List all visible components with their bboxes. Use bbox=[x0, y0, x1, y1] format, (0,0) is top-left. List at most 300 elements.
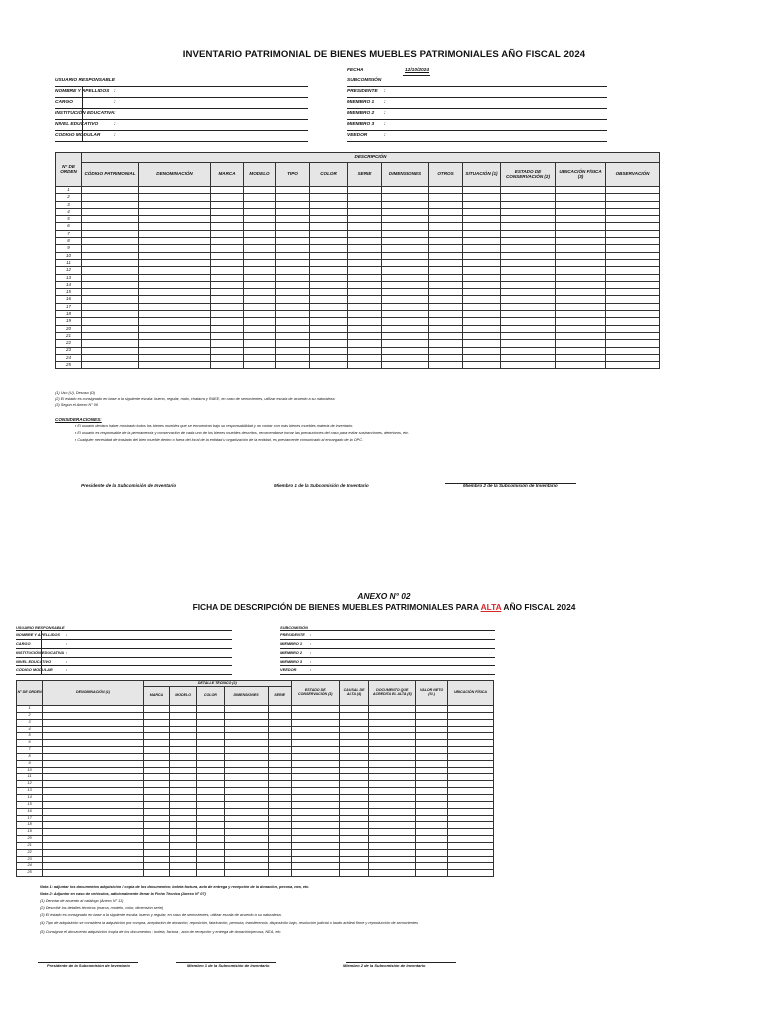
table-cell[interactable] bbox=[429, 201, 463, 208]
table-cell[interactable] bbox=[139, 354, 211, 361]
table-cell[interactable] bbox=[382, 318, 429, 325]
table-cell[interactable] bbox=[211, 216, 244, 223]
table-cell[interactable] bbox=[276, 187, 310, 194]
table-cell[interactable] bbox=[244, 208, 276, 215]
table-cell[interactable] bbox=[268, 753, 291, 760]
table-cell[interactable] bbox=[447, 733, 493, 740]
table-cell[interactable] bbox=[276, 318, 310, 325]
table-cell[interactable] bbox=[82, 281, 139, 288]
table-cell[interactable] bbox=[606, 259, 660, 266]
table-cell[interactable] bbox=[339, 774, 368, 781]
table-cell[interactable] bbox=[556, 216, 606, 223]
table-cell[interactable] bbox=[606, 223, 660, 230]
table-cell[interactable] bbox=[244, 354, 276, 361]
table-cell[interactable] bbox=[348, 230, 382, 237]
table-cell[interactable] bbox=[82, 201, 139, 208]
table-cell[interactable] bbox=[310, 245, 348, 252]
table-cell[interactable] bbox=[606, 347, 660, 354]
table-cell[interactable] bbox=[556, 354, 606, 361]
table-cell[interactable] bbox=[197, 849, 224, 856]
table-cell[interactable] bbox=[339, 733, 368, 740]
table-cell[interactable] bbox=[276, 223, 310, 230]
table-cell[interactable] bbox=[447, 760, 493, 767]
table-cell[interactable] bbox=[197, 767, 224, 774]
table-cell[interactable] bbox=[143, 726, 169, 733]
table-cell[interactable] bbox=[501, 340, 556, 347]
table-cell[interactable] bbox=[369, 726, 416, 733]
table-cell[interactable] bbox=[43, 719, 144, 726]
table-cell[interactable] bbox=[606, 303, 660, 310]
table-cell[interactable] bbox=[43, 788, 144, 795]
table-cell[interactable] bbox=[197, 870, 224, 877]
table-cell[interactable] bbox=[447, 801, 493, 808]
table-cell[interactable] bbox=[291, 815, 339, 822]
table-cell[interactable] bbox=[291, 801, 339, 808]
table-cell[interactable] bbox=[139, 238, 211, 245]
table-cell[interactable] bbox=[139, 296, 211, 303]
table-cell[interactable] bbox=[369, 808, 416, 815]
table-cell[interactable] bbox=[170, 733, 197, 740]
table-cell[interactable] bbox=[310, 223, 348, 230]
table-cell[interactable] bbox=[224, 753, 268, 760]
table-cell[interactable] bbox=[291, 733, 339, 740]
table-cell[interactable] bbox=[143, 788, 169, 795]
table-cell[interactable] bbox=[369, 870, 416, 877]
table-cell[interactable] bbox=[429, 187, 463, 194]
table-cell[interactable] bbox=[416, 719, 447, 726]
table-cell[interactable] bbox=[606, 216, 660, 223]
table-cell[interactable] bbox=[310, 354, 348, 361]
table-cell[interactable] bbox=[276, 296, 310, 303]
table-cell[interactable] bbox=[463, 362, 501, 369]
table-cell[interactable] bbox=[348, 238, 382, 245]
table-cell[interactable] bbox=[429, 216, 463, 223]
table-cell[interactable] bbox=[369, 774, 416, 781]
table-cell[interactable] bbox=[556, 267, 606, 274]
table-cell[interactable] bbox=[268, 822, 291, 829]
table-cell[interactable] bbox=[416, 856, 447, 863]
table-cell[interactable] bbox=[170, 808, 197, 815]
table-cell[interactable] bbox=[43, 774, 144, 781]
table-cell[interactable] bbox=[463, 347, 501, 354]
table-cell[interactable] bbox=[463, 208, 501, 215]
table-cell[interactable] bbox=[369, 836, 416, 843]
table-cell[interactable] bbox=[244, 274, 276, 281]
table-cell[interactable] bbox=[463, 332, 501, 339]
table-cell[interactable] bbox=[501, 362, 556, 369]
table-cell[interactable] bbox=[211, 230, 244, 237]
table-cell[interactable] bbox=[382, 347, 429, 354]
table-cell[interactable] bbox=[382, 208, 429, 215]
table-cell[interactable] bbox=[369, 801, 416, 808]
table-cell[interactable] bbox=[197, 856, 224, 863]
table-cell[interactable] bbox=[139, 332, 211, 339]
table-cell[interactable] bbox=[429, 340, 463, 347]
table-cell[interactable] bbox=[268, 740, 291, 747]
table-cell[interactable] bbox=[268, 801, 291, 808]
table-cell[interactable] bbox=[170, 760, 197, 767]
table-cell[interactable] bbox=[556, 223, 606, 230]
table-cell[interactable] bbox=[244, 238, 276, 245]
table-cell[interactable] bbox=[382, 201, 429, 208]
table-cell[interactable] bbox=[382, 325, 429, 332]
table-cell[interactable] bbox=[310, 259, 348, 266]
table-cell[interactable] bbox=[310, 230, 348, 237]
table-cell[interactable] bbox=[310, 216, 348, 223]
table-cell[interactable] bbox=[447, 794, 493, 801]
table-cell[interactable] bbox=[447, 808, 493, 815]
table-cell[interactable] bbox=[429, 311, 463, 318]
table-cell[interactable] bbox=[463, 325, 501, 332]
table-cell[interactable] bbox=[276, 303, 310, 310]
table-cell[interactable] bbox=[224, 767, 268, 774]
table-cell[interactable] bbox=[82, 296, 139, 303]
table-cell[interactable] bbox=[139, 347, 211, 354]
table-cell[interactable] bbox=[170, 836, 197, 843]
table-cell[interactable] bbox=[606, 325, 660, 332]
table-cell[interactable] bbox=[447, 788, 493, 795]
table-cell[interactable] bbox=[170, 788, 197, 795]
table-cell[interactable] bbox=[382, 362, 429, 369]
table-cell[interactable] bbox=[339, 760, 368, 767]
table-cell[interactable] bbox=[276, 274, 310, 281]
table-cell[interactable] bbox=[369, 863, 416, 870]
table-cell[interactable] bbox=[501, 208, 556, 215]
table-cell[interactable] bbox=[82, 187, 139, 194]
table-cell[interactable] bbox=[139, 230, 211, 237]
table-cell[interactable] bbox=[501, 332, 556, 339]
table-cell[interactable] bbox=[139, 281, 211, 288]
table-cell[interactable] bbox=[276, 230, 310, 237]
table-cell[interactable] bbox=[556, 347, 606, 354]
table-cell[interactable] bbox=[339, 801, 368, 808]
table-cell[interactable] bbox=[82, 318, 139, 325]
table-cell[interactable] bbox=[268, 794, 291, 801]
table-cell[interactable] bbox=[463, 223, 501, 230]
table-cell[interactable] bbox=[606, 296, 660, 303]
table-cell[interactable] bbox=[348, 311, 382, 318]
table-cell[interactable] bbox=[211, 347, 244, 354]
table-cell[interactable] bbox=[429, 252, 463, 259]
table-cell[interactable] bbox=[82, 362, 139, 369]
table-cell[interactable] bbox=[416, 733, 447, 740]
table-cell[interactable] bbox=[244, 318, 276, 325]
table-cell[interactable] bbox=[43, 712, 144, 719]
table-cell[interactable] bbox=[43, 767, 144, 774]
table-cell[interactable] bbox=[310, 274, 348, 281]
table-cell[interactable] bbox=[429, 296, 463, 303]
table-cell[interactable] bbox=[43, 801, 144, 808]
table-cell[interactable] bbox=[463, 267, 501, 274]
table-cell[interactable] bbox=[211, 201, 244, 208]
table-cell[interactable] bbox=[348, 281, 382, 288]
table-cell[interactable] bbox=[268, 808, 291, 815]
table-cell[interactable] bbox=[429, 194, 463, 201]
table-cell[interactable] bbox=[276, 332, 310, 339]
table-cell[interactable] bbox=[43, 836, 144, 843]
table-cell[interactable] bbox=[276, 238, 310, 245]
table-cell[interactable] bbox=[211, 274, 244, 281]
table-cell[interactable] bbox=[501, 296, 556, 303]
table-cell[interactable] bbox=[139, 274, 211, 281]
table-cell[interactable] bbox=[310, 281, 348, 288]
table-cell[interactable] bbox=[348, 347, 382, 354]
table-cell[interactable] bbox=[291, 849, 339, 856]
table-cell[interactable] bbox=[501, 201, 556, 208]
table-cell[interactable] bbox=[276, 347, 310, 354]
table-cell[interactable] bbox=[43, 815, 144, 822]
table-cell[interactable] bbox=[339, 870, 368, 877]
table-cell[interactable] bbox=[556, 332, 606, 339]
table-cell[interactable] bbox=[382, 354, 429, 361]
table-cell[interactable] bbox=[291, 774, 339, 781]
table-cell[interactable] bbox=[447, 747, 493, 754]
table-cell[interactable] bbox=[429, 318, 463, 325]
table-cell[interactable] bbox=[369, 767, 416, 774]
table-cell[interactable] bbox=[82, 289, 139, 296]
table-cell[interactable] bbox=[463, 354, 501, 361]
table-cell[interactable] bbox=[143, 849, 169, 856]
table-cell[interactable] bbox=[429, 238, 463, 245]
table-cell[interactable] bbox=[197, 842, 224, 849]
table-cell[interactable] bbox=[211, 362, 244, 369]
table-cell[interactable] bbox=[170, 849, 197, 856]
table-cell[interactable] bbox=[501, 187, 556, 194]
table-cell[interactable] bbox=[268, 733, 291, 740]
table-cell[interactable] bbox=[170, 829, 197, 836]
table-cell[interactable] bbox=[224, 829, 268, 836]
table-cell[interactable] bbox=[463, 187, 501, 194]
table-cell[interactable] bbox=[82, 354, 139, 361]
table-cell[interactable] bbox=[606, 252, 660, 259]
table-cell[interactable] bbox=[382, 230, 429, 237]
table-cell[interactable] bbox=[43, 740, 144, 747]
table-cell[interactable] bbox=[429, 208, 463, 215]
table-cell[interactable] bbox=[339, 836, 368, 843]
table-cell[interactable] bbox=[339, 849, 368, 856]
table-cell[interactable] bbox=[224, 712, 268, 719]
table-cell[interactable] bbox=[291, 760, 339, 767]
table-cell[interactable] bbox=[244, 201, 276, 208]
table-cell[interactable] bbox=[447, 836, 493, 843]
table-cell[interactable] bbox=[429, 230, 463, 237]
table-cell[interactable] bbox=[348, 303, 382, 310]
table-cell[interactable] bbox=[224, 740, 268, 747]
table-cell[interactable] bbox=[382, 252, 429, 259]
table-cell[interactable] bbox=[139, 267, 211, 274]
table-cell[interactable] bbox=[310, 318, 348, 325]
table-cell[interactable] bbox=[224, 774, 268, 781]
table-cell[interactable] bbox=[463, 201, 501, 208]
table-cell[interactable] bbox=[291, 836, 339, 843]
table-cell[interactable] bbox=[143, 794, 169, 801]
table-cell[interactable] bbox=[348, 252, 382, 259]
table-cell[interactable] bbox=[82, 267, 139, 274]
table-cell[interactable] bbox=[416, 760, 447, 767]
table-cell[interactable] bbox=[276, 245, 310, 252]
table-cell[interactable] bbox=[501, 245, 556, 252]
table-cell[interactable] bbox=[429, 274, 463, 281]
table-cell[interactable] bbox=[43, 849, 144, 856]
table-cell[interactable] bbox=[369, 747, 416, 754]
table-cell[interactable] bbox=[291, 863, 339, 870]
table-cell[interactable] bbox=[276, 252, 310, 259]
table-cell[interactable] bbox=[416, 801, 447, 808]
table-cell[interactable] bbox=[369, 815, 416, 822]
table-cell[interactable] bbox=[197, 706, 224, 713]
table-cell[interactable] bbox=[310, 208, 348, 215]
table-cell[interactable] bbox=[143, 836, 169, 843]
table-cell[interactable] bbox=[291, 808, 339, 815]
table-cell[interactable] bbox=[143, 822, 169, 829]
table-cell[interactable] bbox=[170, 719, 197, 726]
table-cell[interactable] bbox=[556, 208, 606, 215]
table-cell[interactable] bbox=[268, 747, 291, 754]
table-cell[interactable] bbox=[82, 230, 139, 237]
table-cell[interactable] bbox=[43, 781, 144, 788]
table-cell[interactable] bbox=[463, 303, 501, 310]
table-cell[interactable] bbox=[348, 289, 382, 296]
table-cell[interactable] bbox=[82, 216, 139, 223]
table-cell[interactable] bbox=[369, 856, 416, 863]
table-cell[interactable] bbox=[143, 774, 169, 781]
table-cell[interactable] bbox=[43, 794, 144, 801]
table-cell[interactable] bbox=[224, 815, 268, 822]
table-cell[interactable] bbox=[447, 863, 493, 870]
table-cell[interactable] bbox=[416, 788, 447, 795]
table-cell[interactable] bbox=[224, 870, 268, 877]
table-cell[interactable] bbox=[339, 815, 368, 822]
table-cell[interactable] bbox=[310, 362, 348, 369]
table-cell[interactable] bbox=[382, 267, 429, 274]
table-cell[interactable] bbox=[339, 706, 368, 713]
table-cell[interactable] bbox=[268, 829, 291, 836]
table-cell[interactable] bbox=[348, 340, 382, 347]
table-cell[interactable] bbox=[170, 740, 197, 747]
table-cell[interactable] bbox=[416, 836, 447, 843]
table-cell[interactable] bbox=[268, 842, 291, 849]
table-cell[interactable] bbox=[606, 194, 660, 201]
table-cell[interactable] bbox=[143, 706, 169, 713]
table-cell[interactable] bbox=[197, 788, 224, 795]
table-cell[interactable] bbox=[211, 340, 244, 347]
table-cell[interactable] bbox=[501, 238, 556, 245]
table-cell[interactable] bbox=[348, 332, 382, 339]
table-cell[interactable] bbox=[143, 781, 169, 788]
table-cell[interactable] bbox=[143, 740, 169, 747]
table-cell[interactable] bbox=[139, 340, 211, 347]
table-cell[interactable] bbox=[197, 815, 224, 822]
table-cell[interactable] bbox=[556, 194, 606, 201]
table-cell[interactable] bbox=[348, 208, 382, 215]
table-cell[interactable] bbox=[170, 726, 197, 733]
table-cell[interactable] bbox=[276, 201, 310, 208]
table-cell[interactable] bbox=[556, 340, 606, 347]
table-cell[interactable] bbox=[382, 245, 429, 252]
table-cell[interactable] bbox=[197, 822, 224, 829]
table-cell[interactable] bbox=[268, 870, 291, 877]
table-cell[interactable] bbox=[556, 311, 606, 318]
table-cell[interactable] bbox=[556, 187, 606, 194]
table-cell[interactable] bbox=[276, 311, 310, 318]
table-cell[interactable] bbox=[211, 289, 244, 296]
table-cell[interactable] bbox=[143, 863, 169, 870]
table-cell[interactable] bbox=[291, 788, 339, 795]
table-cell[interactable] bbox=[606, 267, 660, 274]
table-cell[interactable] bbox=[369, 788, 416, 795]
table-cell[interactable] bbox=[369, 829, 416, 836]
table-cell[interactable] bbox=[170, 842, 197, 849]
table-cell[interactable] bbox=[170, 870, 197, 877]
table-cell[interactable] bbox=[211, 187, 244, 194]
table-cell[interactable] bbox=[244, 230, 276, 237]
table-cell[interactable] bbox=[82, 311, 139, 318]
table-cell[interactable] bbox=[170, 801, 197, 808]
table-cell[interactable] bbox=[429, 267, 463, 274]
table-cell[interactable] bbox=[310, 311, 348, 318]
table-cell[interactable] bbox=[382, 332, 429, 339]
table-cell[interactable] bbox=[82, 238, 139, 245]
table-cell[interactable] bbox=[244, 267, 276, 274]
table-cell[interactable] bbox=[463, 340, 501, 347]
table-cell[interactable] bbox=[244, 252, 276, 259]
table-cell[interactable] bbox=[244, 325, 276, 332]
table-cell[interactable] bbox=[143, 815, 169, 822]
table-cell[interactable] bbox=[143, 808, 169, 815]
table-cell[interactable] bbox=[447, 740, 493, 747]
table-cell[interactable] bbox=[339, 726, 368, 733]
table-cell[interactable] bbox=[606, 274, 660, 281]
table-cell[interactable] bbox=[556, 281, 606, 288]
table-cell[interactable] bbox=[268, 774, 291, 781]
table-cell[interactable] bbox=[429, 303, 463, 310]
table-cell[interactable] bbox=[429, 354, 463, 361]
table-cell[interactable] bbox=[339, 753, 368, 760]
table-cell[interactable] bbox=[369, 849, 416, 856]
table-cell[interactable] bbox=[244, 296, 276, 303]
table-cell[interactable] bbox=[211, 238, 244, 245]
table-cell[interactable] bbox=[382, 238, 429, 245]
table-cell[interactable] bbox=[339, 822, 368, 829]
table-cell[interactable] bbox=[447, 815, 493, 822]
table-cell[interactable] bbox=[197, 747, 224, 754]
table-cell[interactable] bbox=[197, 733, 224, 740]
table-cell[interactable] bbox=[224, 836, 268, 843]
table-cell[interactable] bbox=[43, 706, 144, 713]
table-cell[interactable] bbox=[348, 354, 382, 361]
table-cell[interactable] bbox=[416, 767, 447, 774]
table-cell[interactable] bbox=[463, 274, 501, 281]
table-cell[interactable] bbox=[416, 822, 447, 829]
table-cell[interactable] bbox=[606, 208, 660, 215]
table-cell[interactable] bbox=[447, 781, 493, 788]
table-cell[interactable] bbox=[143, 842, 169, 849]
table-cell[interactable] bbox=[416, 842, 447, 849]
table-cell[interactable] bbox=[224, 747, 268, 754]
table-cell[interactable] bbox=[463, 281, 501, 288]
table-cell[interactable] bbox=[339, 781, 368, 788]
table-cell[interactable] bbox=[224, 719, 268, 726]
table-cell[interactable] bbox=[143, 747, 169, 754]
table-cell[interactable] bbox=[447, 829, 493, 836]
table-cell[interactable] bbox=[43, 829, 144, 836]
table-cell[interactable] bbox=[244, 259, 276, 266]
table-cell[interactable] bbox=[276, 340, 310, 347]
table-cell[interactable] bbox=[268, 863, 291, 870]
table-cell[interactable] bbox=[211, 325, 244, 332]
table-cell[interactable] bbox=[501, 223, 556, 230]
table-cell[interactable] bbox=[244, 194, 276, 201]
